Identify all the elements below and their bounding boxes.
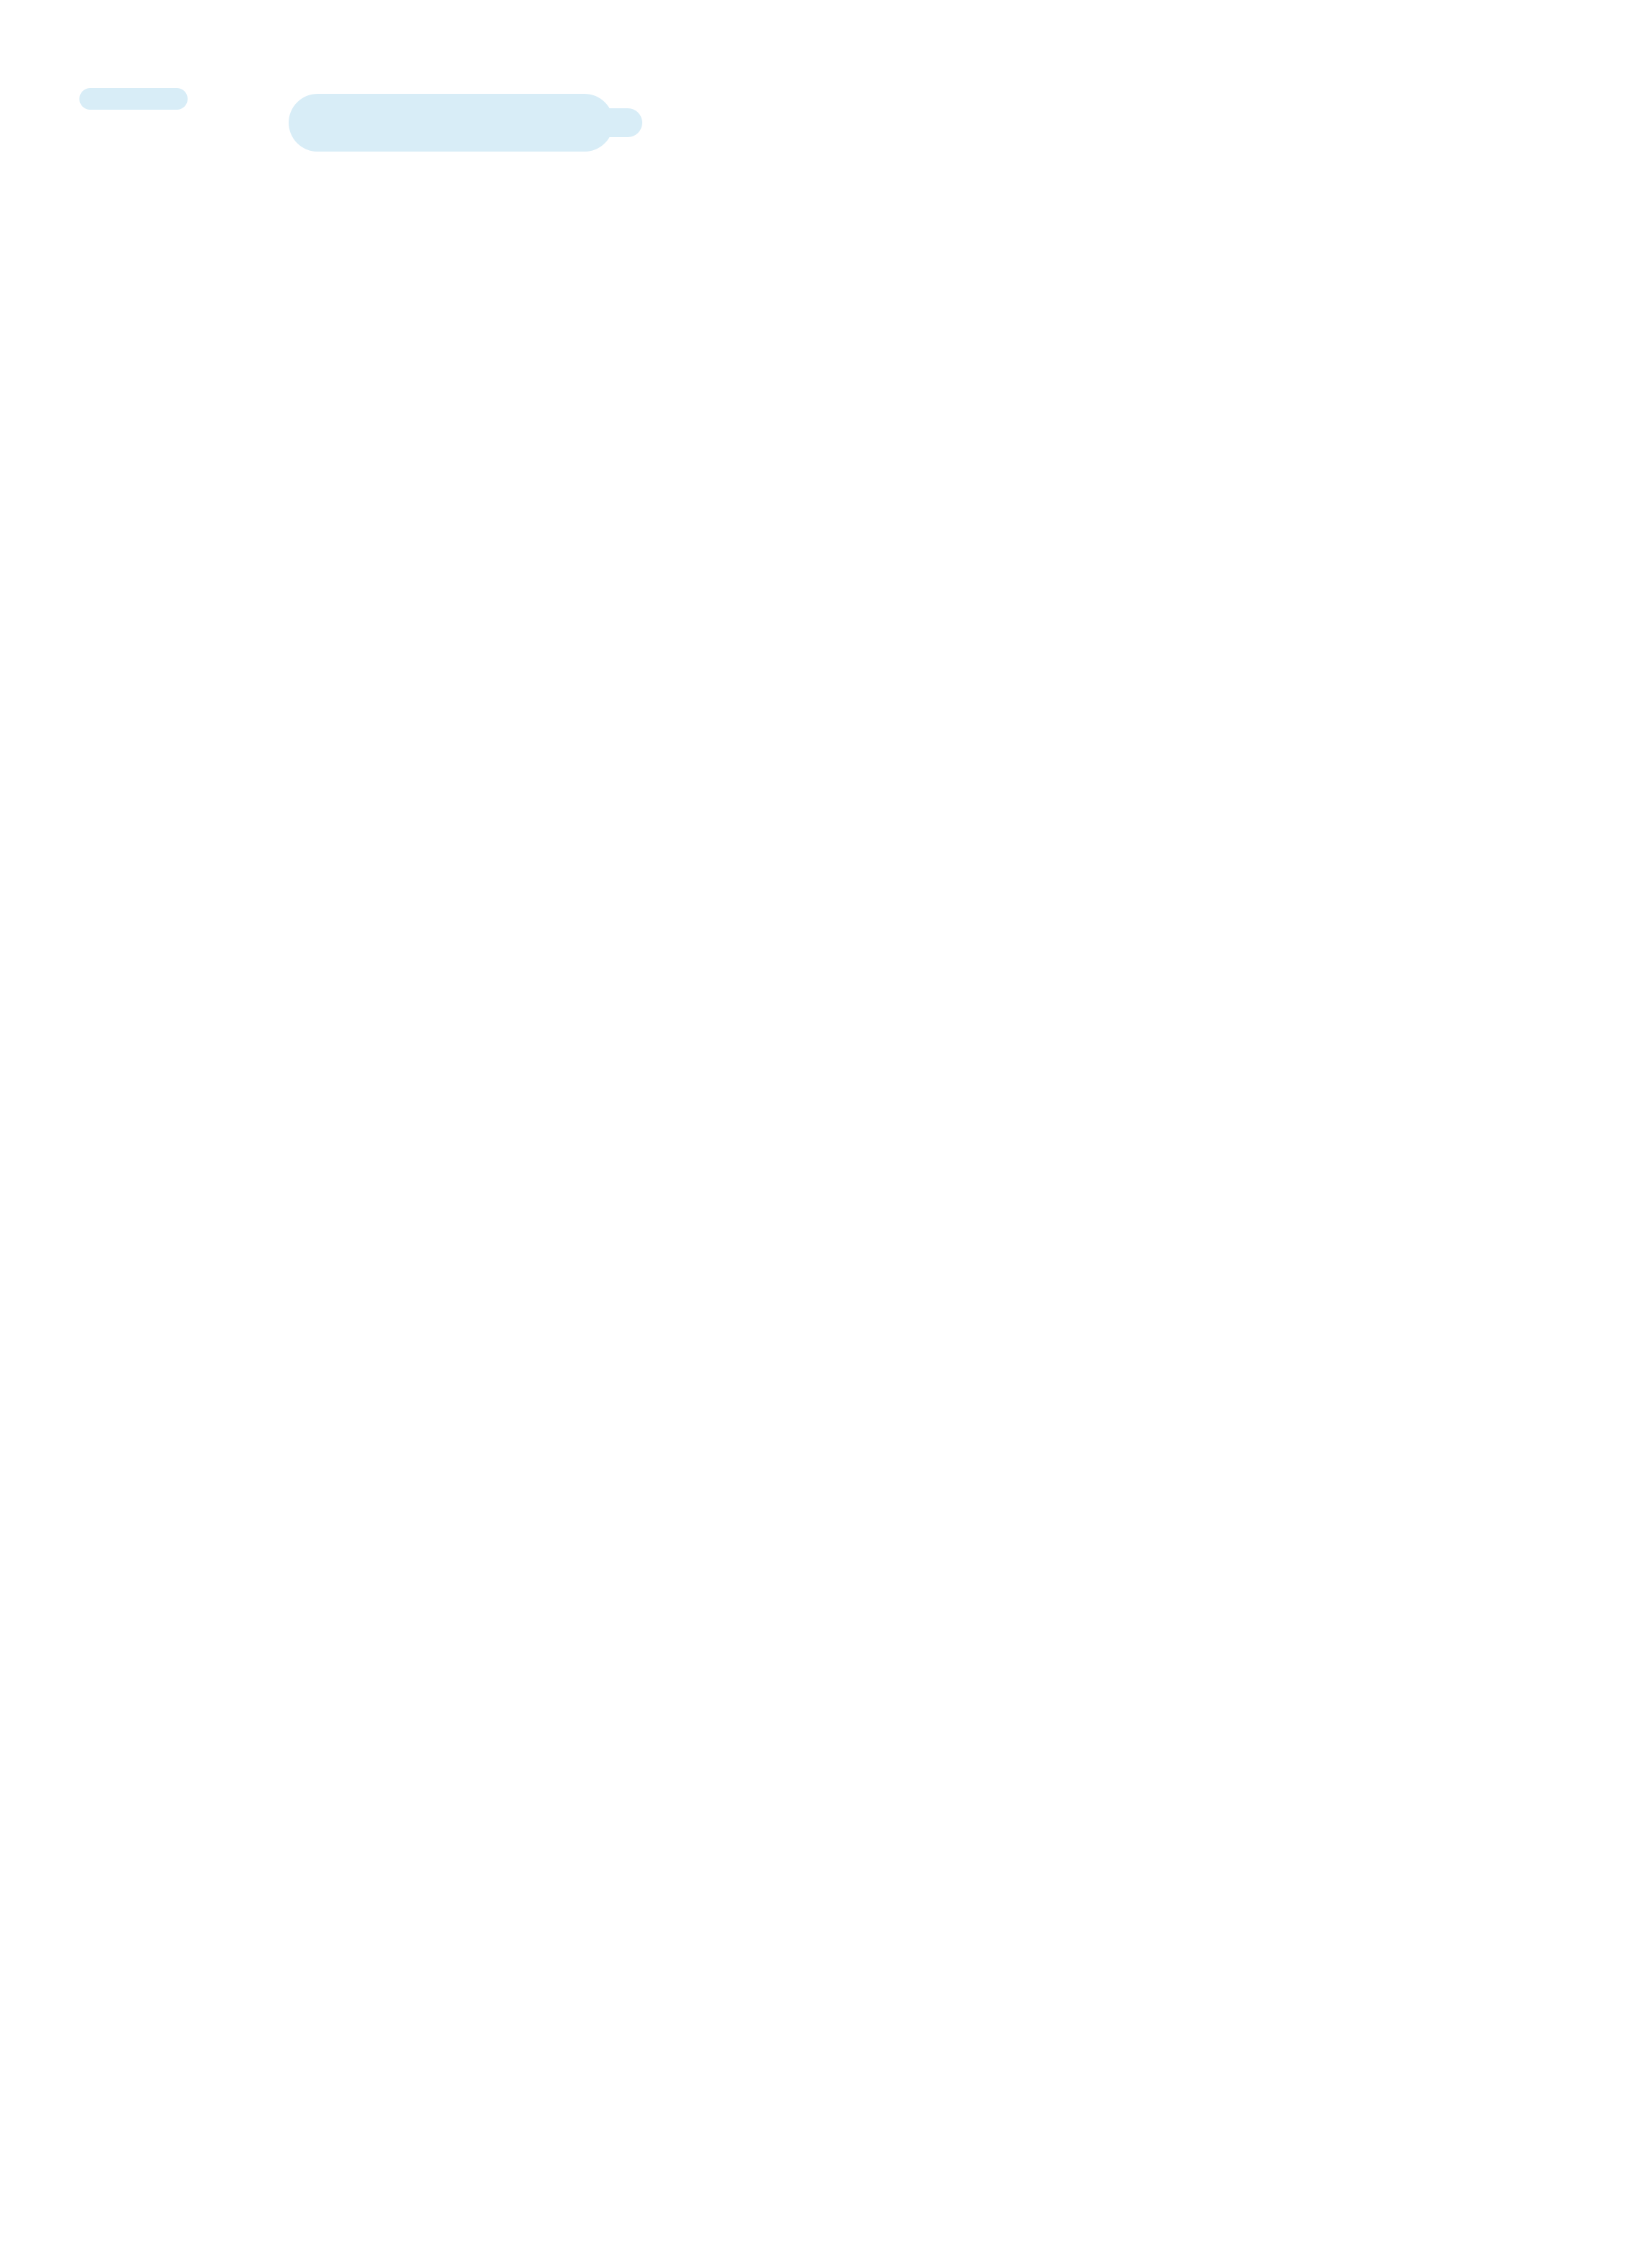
- header-cloud: [556, 108, 642, 137]
- header-cloud: [79, 88, 188, 110]
- page-header: [87, 79, 808, 159]
